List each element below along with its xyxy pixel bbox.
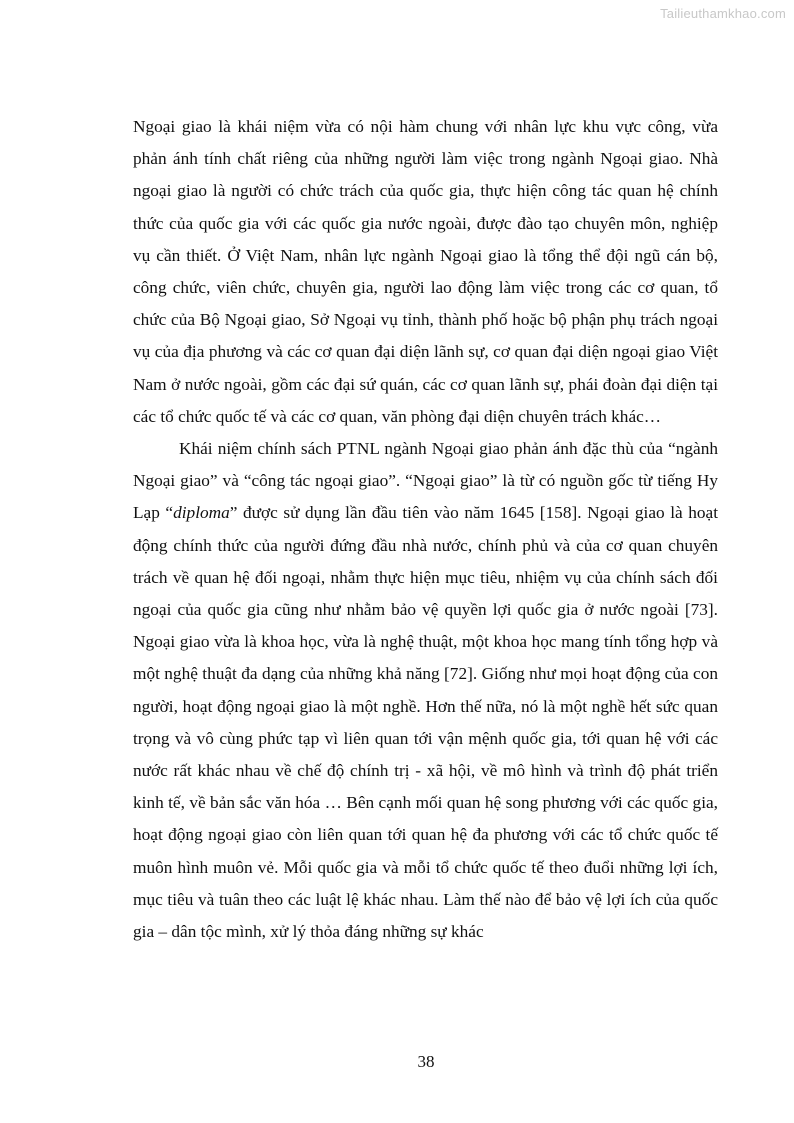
paragraph-1: Ngoại giao là khái niệm vừa có nội hàm chung với nhân lực khu vực công, vừa phản ánh tính chất riêng của những người làm việc trong ngành Ngoại giao. Nhà ngoại giao là người có chức trách của quốc gia, thực hiện công tác quan hệ chính thức của quốc gia với các quốc gia nước ngoài, được đào tạo chuyên môn, nghiệp vụ cần thiết. Ở Việt Nam, nhân lực ngành Ngoại giao là tổng thể đội ngũ cán bộ, công chức, viên chức, chuyên gia, người lao động làm việc trong các cơ quan, tổ chức của Bộ Ngoại giao, Sở Ngoại vụ tỉnh, thành phố hoặc bộ phận phụ trách ngoại vụ của địa phương và các cơ quan đại diện lãnh sự, cơ quan đại diện ngoại giao Việt Nam ở nước ngoài, gồm các đại sứ quán, các cơ quan lãnh sự, phái đoàn đại diện tại các tổ chức quốc tế và các cơ quan, văn phòng đại diện chuyên trách khác… bbox=[133, 117, 718, 426]
paragraph-2-text-start: Khái niệm chính sách PTNL ngành Ngoại giao phản ánh đặc thù của “ngành Ngoại giao” và “công tác ngoại giao”. “Ngoại giao” là từ có nguồn gốc từ tiếng Hy Lạp “ bbox=[133, 439, 718, 523]
paragraph-2 bbox=[133, 433, 718, 948]
paragraph-2-italic-term: diploma bbox=[173, 503, 230, 523]
page-body bbox=[133, 111, 718, 948]
paragraph-2-text-end: ” được sử dụng lần đầu tiên vào năm 1645 [158]. Ngoại giao là hoạt động chính thức của người đứng đầu nhà nước, chính phủ và của cơ quan chuyên trách về quan hệ đối ngoại, nhằm thực hiện mục tiêu, nhiệm vụ của chính sách đối ngoại của quốc gia cũng như nhằm bảo vệ quyền lợi quốc gia ở nước ngoài [73]. Ngoại giao vừa là khoa học, vừa là nghệ thuật, một khoa học mang tính tổng hợp và một nghệ thuật đa dạng của những khả năng [72]. Giống như mọi hoạt động của con người, hoạt động ngoại giao là một nghề. Hơn thế nữa, nó là một nghề hết sức quan trọng và vô cùng phức tạp vì liên quan tới vận mệnh quốc gia, tới quan hệ với các nước rất khác nhau về chế độ chính trị - xã hội, về mô hình và trình độ phát triển kinh tế, về bản sắc văn hóa … Bên cạnh mối quan hệ song phương với các quốc gia, hoạt động ngoại giao còn liên quan tới quan hệ đa phương với các tổ chức quốc tế muôn hình muôn vẻ. Mỗi quốc gia và mỗi tổ chức quốc tế theo đuổi những lợi ích, mục tiêu và tuân theo các luật lệ khác nhau. Làm thế nào để bảo vệ lợi ích của quốc gia – dân tộc mình, xử lý thỏa đáng những sự khác bbox=[133, 503, 718, 942]
watermark: Tailieuthamkhao.com bbox=[660, 6, 786, 21]
page-number: 38 bbox=[417, 1052, 435, 1071]
